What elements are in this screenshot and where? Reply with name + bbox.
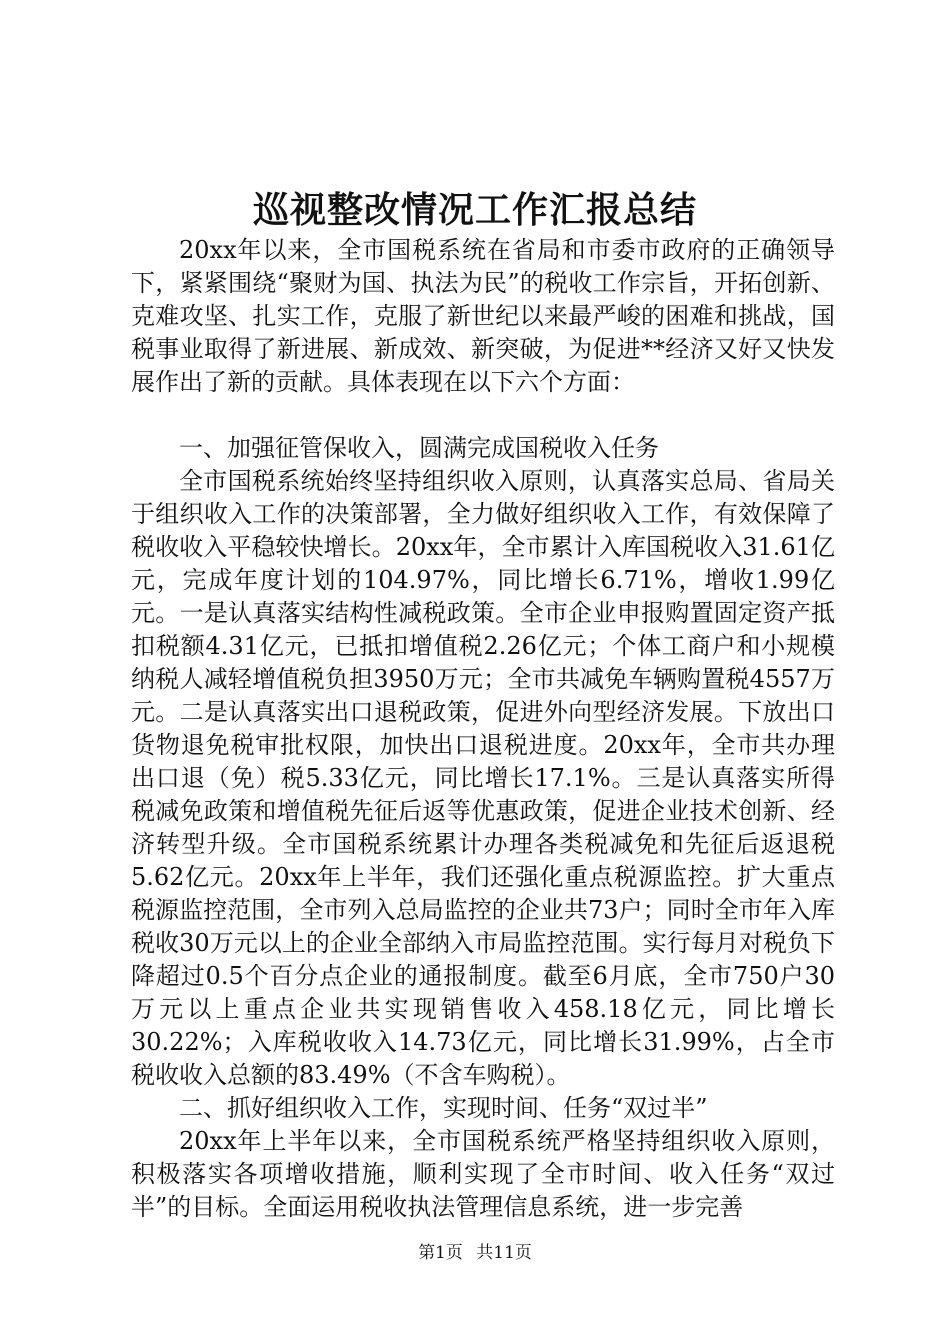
page-number: 第1页	[418, 1243, 463, 1263]
document-body	[131, 234, 835, 1224]
page-footer	[0, 1241, 950, 1265]
section-heading-2: 二、抓好组织收入工作，实现时间、任务“双过半”	[179, 1094, 708, 1122]
paragraph-section-1: 全市国税系统始终坚持组织收入原则，认真落实总局、省局关于组织收入工作的决策部署，全力做好组织收入工作，有效保障了税收收入平稳较快增长。20xx年，全市累计入库国税收入31.61亿元，完成年度计划的104.97%，同比增长6.71%，增收1.99亿元。一是认真落实结构性减税政策。全市企业申报购置固定资产抵扣税额4.31亿元，已抵扣增值税2.26亿元；个体工商户和小规模纳税人减轻增值税负担3950万元；全市共减免车辆购置税4557万元。二是认真落实出口退税政策，促进外向型经济发展。下放出口货物退免税审批权限，加快出口退税进度。20xx年，全市共办理出口退（免）税5.33亿元，同比增长17.1%。三是认真落实所得税减免政策和增值税先征后返等优惠政策，促进企业技术创新、经济转型升级。全市国税系统累计办理各类税减免和先征后返退税5.62亿元。20xx年上半年，我们还强化重点税源监控。扩大重点税源监控范围，全市列入总局监控的企业共73户；同时全市年入库税收30万元以上的企业全部纳入市局监控范围。实行每月对税负下降超过0.5个百分点企业的通报制度。截至6月底，全市750户30万元以上重点企业共实现销售收入458.18亿元，同比增长30.22%；入库税收收入14.73亿元，同比增长31.99%，占全市税收收入总额的83.49%（不含车购税）。	[131, 467, 835, 1089]
paragraph-intro: 20xx年以来，全市国税系统在省局和市委市政府的正确领导下，紧紧围绕“聚财为国、执法为民”的税收工作宗旨，开拓创新、克难攻坚、扎实工作，克服了新世纪以来最严峻的困难和挑战，国税事业取得了新进展、新成效、新突破，为促进**经济又好又快发展作出了新的贡献。具体表现在以下六个方面：	[131, 236, 835, 396]
document-title: 巡视整改情况工作汇报总结	[252, 189, 697, 231]
paragraph-blank	[131, 399, 835, 432]
section-heading-1: 一、加强征管保收入，圆满完成国税收入任务	[179, 434, 659, 462]
paragraph-section-2: 20xx年上半年以来，全市国税系统严格坚持组织收入原则，积极落实各项增收措施，顺利实现了全市时间、收入任务“双过半”的目标。全面运用税收执法管理信息系统，进一步完善	[131, 1127, 835, 1221]
page-total: 共11页	[476, 1243, 532, 1263]
